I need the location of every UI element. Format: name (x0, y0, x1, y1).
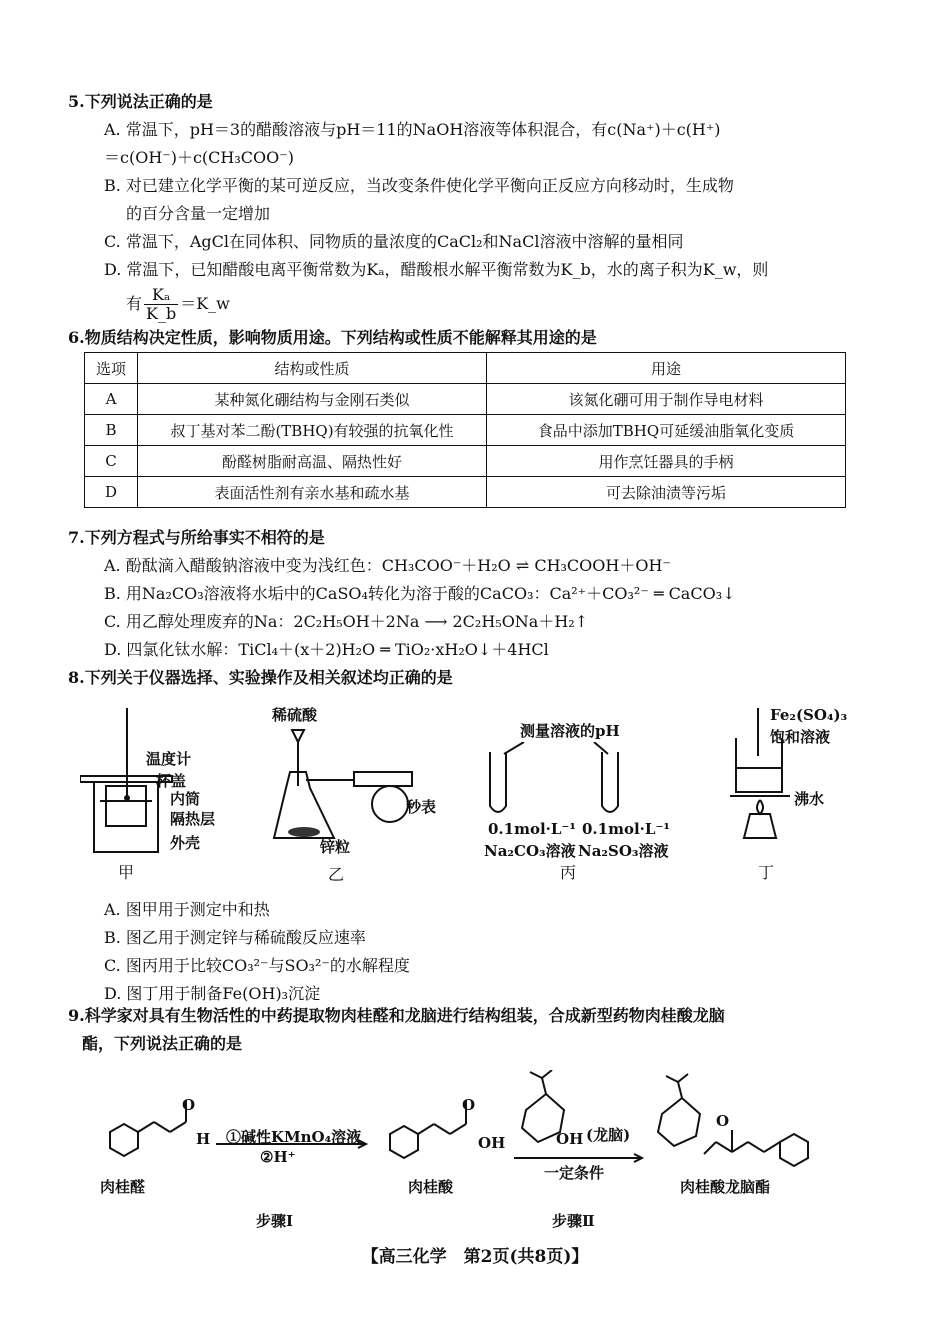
table-cell: 某种氮化硼结构与金刚石类似 (138, 384, 487, 415)
q8-options (68, 896, 890, 1008)
label-borneol: (龙脑) (586, 1126, 631, 1144)
label-inner-cylinder: 内筒 (170, 790, 201, 808)
q7-option-a: A. 酚酞滴入醋酸钠溶液中变为浅红色：CH₃COO⁻＋H₂O ⇌ CH₃COOH＋OH⁻ (104, 556, 671, 575)
table-row (85, 477, 846, 508)
q5-stem: 5.下列说法正确的是 (68, 92, 213, 111)
q5-option-a-line2: ＝c(OH⁻)＋c(CH₃COO⁻) (104, 148, 294, 167)
q5-d-prefix: 有 (126, 294, 143, 313)
table-cell: 酚醛树脂耐高温、隔热性好 (138, 446, 487, 477)
table-cell: 该氮化硼可用于制作导电材料 (487, 384, 846, 415)
question-7 (68, 524, 890, 664)
reaction-scheme (90, 1070, 870, 1180)
condition-2-bottom: 一定条件 (544, 1164, 605, 1182)
q7-option-c: C. 用乙醇处理废弃的Na：2C₂H₅OH＋2Na ⟶ 2C₂H₅ONa＋H₂↑ (104, 612, 589, 631)
q5-d-suffix: ＝K_w (180, 294, 230, 313)
q6-stem: 6.物质结构决定性质，影响物质用途。下列结构或性质不能解释其用途的是 (68, 328, 597, 347)
label-ester-o: O (716, 1112, 730, 1130)
label-left-conc: 0.1mol·L⁻¹ (488, 820, 576, 838)
label-outer-shell: 外壳 (170, 834, 201, 852)
q8-option-b: B. 图乙用于测定锌与稀硫酸反应速率 (104, 928, 366, 947)
table-row (85, 415, 846, 446)
label-acid-o: O (462, 1096, 476, 1114)
table-cell: B (85, 415, 138, 446)
q5-option-a-line1: A. 常温下，pH＝3的醋酸溶液与pH＝11的NaOH溶液等体积混合，有c(Na⁺)＋c(H⁺) (104, 120, 721, 139)
q6-table (84, 352, 846, 508)
label-iron-sulfate: Fe₂(SO₄)₃ (770, 706, 848, 724)
page-footer: 【高三化学 第2页(共8页)】 (361, 1247, 589, 1267)
label-left-solution: Na₂CO₃溶液 (484, 842, 576, 860)
q5-option-d-line1: D. 常温下，已知醋酸电离平衡常数为Kₐ，醋酸根水解平衡常数为K_b，水的离子积为K_w，则 (104, 260, 769, 279)
caption-yi: 乙 (328, 865, 345, 884)
table-header-option: 选项 (85, 353, 138, 384)
label-cinnamic-acid: 肉桂酸 (408, 1178, 454, 1196)
q5-option-d-line2 (68, 284, 890, 324)
label-h: H (196, 1130, 211, 1148)
table-cell: D (85, 477, 138, 508)
figure-calorimeter (80, 706, 230, 856)
label-oh: OH (478, 1134, 506, 1152)
table-header-row (85, 353, 846, 384)
q8-option-c: C. 图丙用于比较CO₃²⁻与SO₃²⁻的水解程度 (104, 956, 410, 975)
table-cell: 食品中添加TBHQ可延缓油脂氧化变质 (487, 415, 846, 446)
label-thermometer: 温度计 (146, 750, 192, 768)
table-cell: 用作烹饪器具的手柄 (487, 446, 846, 477)
table-cell: 表面活性剂有亲水基和疏水基 (138, 477, 487, 508)
q9-stem-line1: 9.科学家对具有生物活性的中药提取物肉桂醛和龙脑进行结构组装，合成新型药物肉桂酸龙脑 (68, 1006, 725, 1025)
label-boiling-water: 沸水 (794, 790, 825, 808)
q7-option-d: D. 四氯化钛水解：TiCl₄＋(x＋2)H₂O ═ TiO₂·xH₂O↓＋4HCl (104, 640, 549, 659)
q7-option-b: B. 用Na₂CO₃溶液将水垢中的CaSO₄转化为溶于酸的CaCO₃：Ca²⁺＋CO₃²⁻ ═ CaCO₃↓ (104, 584, 736, 603)
q5-option-b-line2: 的百分含量一定增加 (126, 204, 271, 223)
q8-option-a: A. 图甲用于测定中和热 (104, 900, 270, 919)
condition-1-top: ①碱性KMnO₄溶液 (226, 1128, 362, 1146)
condition-1-bottom: ②H⁺ (260, 1148, 296, 1166)
caption-ding: 丁 (758, 863, 775, 882)
label-right-solution: Na₂SO₃溶液 (578, 842, 669, 860)
table-row (85, 384, 846, 415)
question-9 (68, 1002, 890, 1058)
fraction-denominator: K_b (146, 304, 177, 323)
q8-option-d: D. 图丁用于制备Fe(OH)₃沉淀 (104, 984, 321, 1003)
figure-test-tubes (484, 742, 644, 820)
label-ester: 肉桂酸龙脑酯 (680, 1178, 771, 1196)
q5-option-b-line1: B. 对已建立化学平衡的某可逆反应，当改变条件使化学平衡向正反应方向移动时，生成物 (104, 176, 734, 195)
q9-stem-line2: 酯，下列说法正确的是 (82, 1034, 243, 1053)
label-zinc: 锌粒 (320, 838, 351, 856)
table-header-structure: 结构或性质 (138, 353, 487, 384)
label-step-2: 步骤Ⅱ (552, 1212, 595, 1230)
table-header-use: 用途 (487, 353, 846, 384)
label-stopwatch: 秒表 (406, 798, 437, 816)
label-saturated-solution: 饱和溶液 (770, 728, 831, 746)
label-measure-ph: 测量溶液的pH (520, 722, 620, 740)
q7-stem: 7.下列方程式与所给事实不相符的是 (68, 528, 325, 547)
fraction-numerator: Kₐ (144, 286, 178, 305)
caption-bing: 丙 (560, 863, 577, 882)
label-dilute-acid: 稀硫酸 (272, 706, 318, 724)
caption-jia: 甲 (118, 863, 135, 882)
label-cinnamaldehyde: 肉桂醛 (100, 1178, 146, 1196)
label-aldehyde-o: O (182, 1096, 196, 1114)
label-cup-lid: 杯盖 (156, 772, 187, 790)
question-5 (68, 88, 890, 324)
label-borneol-oh: OH (556, 1130, 584, 1148)
table-cell: 叔丁基对苯二酚(TBHQ)有较强的抗氧化性 (138, 415, 487, 446)
label-step-1: 步骤Ⅰ (256, 1212, 294, 1230)
label-insulation: 隔热层 (170, 810, 216, 828)
table-row (85, 446, 846, 477)
table-cell: 可去除油渍等污垢 (487, 477, 846, 508)
q8-stem: 8.下列关于仪器选择、实验操作及相关叙述均正确的是 (68, 668, 453, 687)
fraction (144, 286, 178, 323)
table-cell: A (85, 384, 138, 415)
q5-option-c: C. 常温下，AgCl在同体积、同物质的量浓度的CaCl₂和NaCl溶液中溶解的量相同 (104, 232, 684, 251)
label-right-conc: 0.1mol·L⁻¹ (582, 820, 670, 838)
table-cell: C (85, 446, 138, 477)
